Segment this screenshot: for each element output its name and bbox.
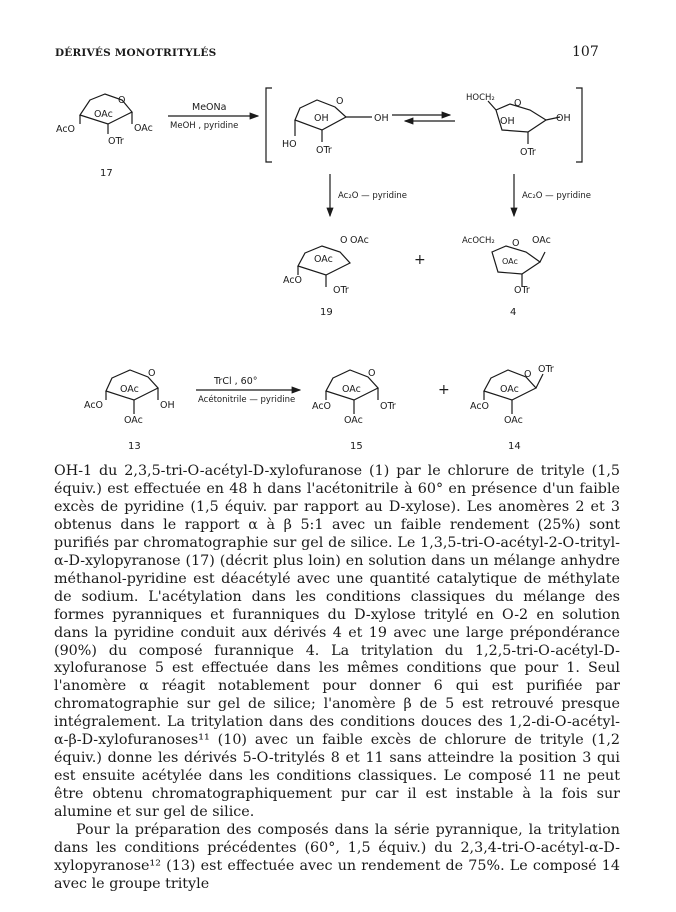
oh-13: OH	[160, 400, 175, 411]
ring-oxygen-13: O	[148, 368, 156, 379]
paragraph-1: OH-1 du 2,3,5-tri-O-acétyl-D-xylofuranose (1) par le chlorure de trityle (1,5 équiv.) est effectuée en 48 h dans l'acétonitrile à 60° en présence d'un faible excès de pyridine (1,5 équiv. par rapport au D-xylose). Les anomères 2 et 3 obtenus dans le rapport α à β 5:1 avec un faible rendement (25%) sont purifiés par chromatographie sur gel de silice. Le 1,3,5-tri-O-acétyl-2-O-trityl-α-D-xylopyranose (17) (décrit plus loin) en solution dans un mélange anhydre méthanol-pyridine est déacétylé avec une quantité catalytique de méthylate de sodium. L'acétylation dans les conditions classiques du mélange des formes pyranniques et furanniques du D-xylose tritylé en O-2 en solution dans la pyridine conduit aux dérivés 4 et 19 avec une large prépondérance (90%) du composé furannique 4. La tritylation du 1,2,5-tri-O-acétyl-D-xylofuranose 5 est effectuée dans les mêmes conditions que pour 1. Seul l'anomère α réagit notablement pour donner 6 qui est purifiée par chromatographie sur gel de silice; l'anomère β de 5 est retrouvé presque intégralement. La tritylation dans des conditions douces des 1,2-di-O-acétyl-α-β-D-xylofuranoses¹¹ (10) avec un faible excès de chlorure de trityle (1,2 équiv.) donne les dérivés 5-O-tritylés 8 et 11 sans atteindre la position 3 qui est ensuite acétylée dans les conditions classiques. Le composé 11 ne peut être obtenu chromatographiquement pur car il est instable à la fois sur alumine et sur gel de silice.	[54, 463, 620, 821]
oac-14b: OAc	[504, 415, 523, 426]
reagent-meona: MeONa	[192, 102, 227, 113]
compound-15: 15	[350, 441, 363, 452]
compound-17: 17	[100, 168, 113, 179]
otr-15: OTr	[380, 401, 396, 412]
oac-17b: OAc	[134, 123, 153, 134]
oh-int1b: OH	[374, 113, 389, 124]
oac-19b: OAc	[314, 254, 333, 265]
ring-oxygen-19: O	[340, 235, 348, 246]
oac-19a: OAc	[350, 235, 369, 246]
compound-19: 19	[320, 307, 333, 318]
aco-19: AcO	[283, 275, 303, 286]
aco-15: AcO	[312, 401, 332, 412]
ring-oxygen-int2: O	[514, 98, 522, 109]
solvent-acetonitrile: Acétonitrile — pyridine	[198, 395, 296, 405]
otr-17: OTr	[108, 136, 124, 147]
ho-int1: HO	[282, 139, 297, 150]
oac-4a: OAc	[532, 235, 551, 246]
ring-oxygen-int1: O	[336, 96, 344, 107]
paragraph-2: Pour la préparation des composés dans la série pyrannique, la tritylation dans les conditions précédentes (60°, 1,5 équiv.) du 2,3,4-tri-O-acétyl-α-D-xylopyranose¹² (13) est effectuée avec un rendement de 75%. Le composé 14 avec le groupe trityle	[54, 822, 620, 892]
page-number: 107	[572, 44, 599, 60]
oac-4b: OAc	[502, 257, 518, 266]
otr-int1: OTr	[316, 145, 332, 156]
otr-14: OTr	[538, 364, 554, 375]
oac-17a: OAc	[94, 109, 113, 120]
plus-sign-2: +	[438, 382, 450, 398]
ring-oxygen-14: O	[524, 369, 532, 380]
compound-13: 13	[128, 441, 141, 452]
otr-int2: OTr	[520, 147, 536, 158]
bracket-right	[576, 88, 582, 162]
acoch2-4: AcOCH₂	[462, 236, 495, 246]
plus-sign-1: +	[414, 252, 426, 268]
reagent-trcl: TrCl , 60°	[214, 376, 258, 387]
compound-4: 4	[510, 307, 517, 318]
solvent-meoh-pyridine: MeOH , pyridine	[170, 121, 239, 131]
oh-int2a: OH	[500, 116, 515, 127]
ring-oxygen-17: O	[118, 95, 126, 106]
oh-int2b: OH	[556, 113, 571, 124]
body-text	[54, 463, 620, 894]
reagent-ac2o-left: Ac₂O — pyridine	[338, 191, 407, 201]
compound-14: 14	[508, 441, 521, 452]
oac-15b: OAc	[344, 415, 363, 426]
ring-oxygen-4: O	[512, 238, 520, 249]
hoch2-int2: HOCH₂	[466, 93, 495, 103]
bracket-left	[266, 88, 272, 162]
oh-int1a: OH	[314, 113, 329, 124]
oac-13b: OAc	[124, 415, 143, 426]
aco-17: AcO	[56, 124, 76, 135]
aco-14: AcO	[470, 401, 490, 412]
oac-14a: OAc	[500, 384, 519, 395]
oac-15a: OAc	[342, 384, 361, 395]
aco-13: AcO	[84, 400, 104, 411]
running-header: DÉRIVÉS MONOTRITYLÉS	[55, 47, 217, 59]
otr-4: OTr	[514, 285, 530, 296]
otr-19: OTr	[333, 285, 349, 296]
ring-oxygen-15: O	[368, 368, 376, 379]
oac-13a: OAc	[120, 384, 139, 395]
reagent-ac2o-right: Ac₂O — pyridine	[522, 191, 591, 201]
